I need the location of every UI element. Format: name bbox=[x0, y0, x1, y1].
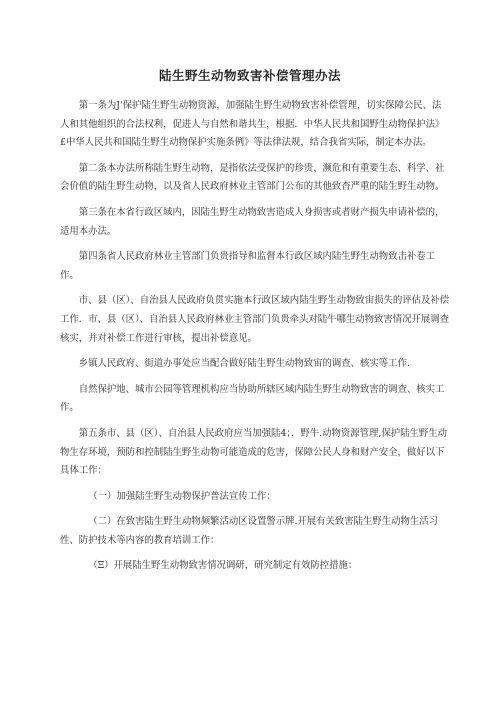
paragraph-article-5: 第五条市、县（区）、自治县人民政府应当加强陆4；．野牛.动物资源管理,保护陆生野生动物生存环境，预防和控制陆生野生动物可能造成的危害，保障公民人身和财产安全，做好以下具体工作： bbox=[60, 427, 447, 477]
paragraph-county-duties: 市、县（区）、自治县人民政府负贯实施本行政区域内陆生野生动物致宙损失的评估及补偿工作．市、县（区）、自治县人民政府林业主管部门负贵牵头对陆牛哪生动物致害情况开展调查核实，并对补偿工作进行审核，提出补偿意见。 bbox=[60, 295, 450, 344]
list-item-1: （一）加强陆生野生动物保护普法宣传工作： bbox=[88, 490, 276, 502]
document-title: 陆生野生动物致害补偿管理办法 bbox=[158, 68, 341, 83]
paragraph-article-4: 第四条省人民政府林业主管部门负贵指导和监督本行政区域内陆生野生动物致击补卷工作。 bbox=[60, 251, 436, 281]
paragraph-township-duties: 乡镇人民政府、街道办事处应当配合做好陆生野生动物致宙的调查、核实等工作. bbox=[78, 358, 410, 370]
paragraph-article-1: 第一条为J'保护陆生野生动物资源，加强陆生野生动物致害补偿管理，切实保障公民、法人和其他组织的合法权利，促进人与自然和谐共生，根据．中华人民共和国野生动物保护法》£中华人民共和国陆生野生动物保护实施条例》等法律法规，结合我省实际，制定本办法。 bbox=[60, 100, 445, 149]
document-body bbox=[60, 97, 450, 583]
paragraph-article-2: 第二条本办法所称陆生野生动物，是指依法受保护的珍贵、濒危和有重要生态、科学、社会价值的陆生野生动物，以及省人民政府林业主管部门公布的其他致杳严重的陆生野生动物。 bbox=[60, 162, 445, 193]
list-item-3: （Ξ）开展陆生野生动物致害情况调研，研究制定有效防控措施： bbox=[88, 560, 358, 572]
paragraph-reserve-duties: 自然保护地、城市公园等管理机构应当协助所辖区域内陆生野生动物致害的调查、核实工作。 bbox=[60, 383, 445, 414]
paragraph-article-3: 第三条在本省行政区域内，因陆生野生动物致害造成人身损害或者财产损失申请补偿的，适用本办法。 bbox=[60, 206, 445, 237]
list-item-2: （二）在致害陆生野生动物频繁活动区设置警示牌.开展有关致害陆生野生动物生活习性、防护技术等内容的教育培训工作： bbox=[60, 516, 439, 546]
